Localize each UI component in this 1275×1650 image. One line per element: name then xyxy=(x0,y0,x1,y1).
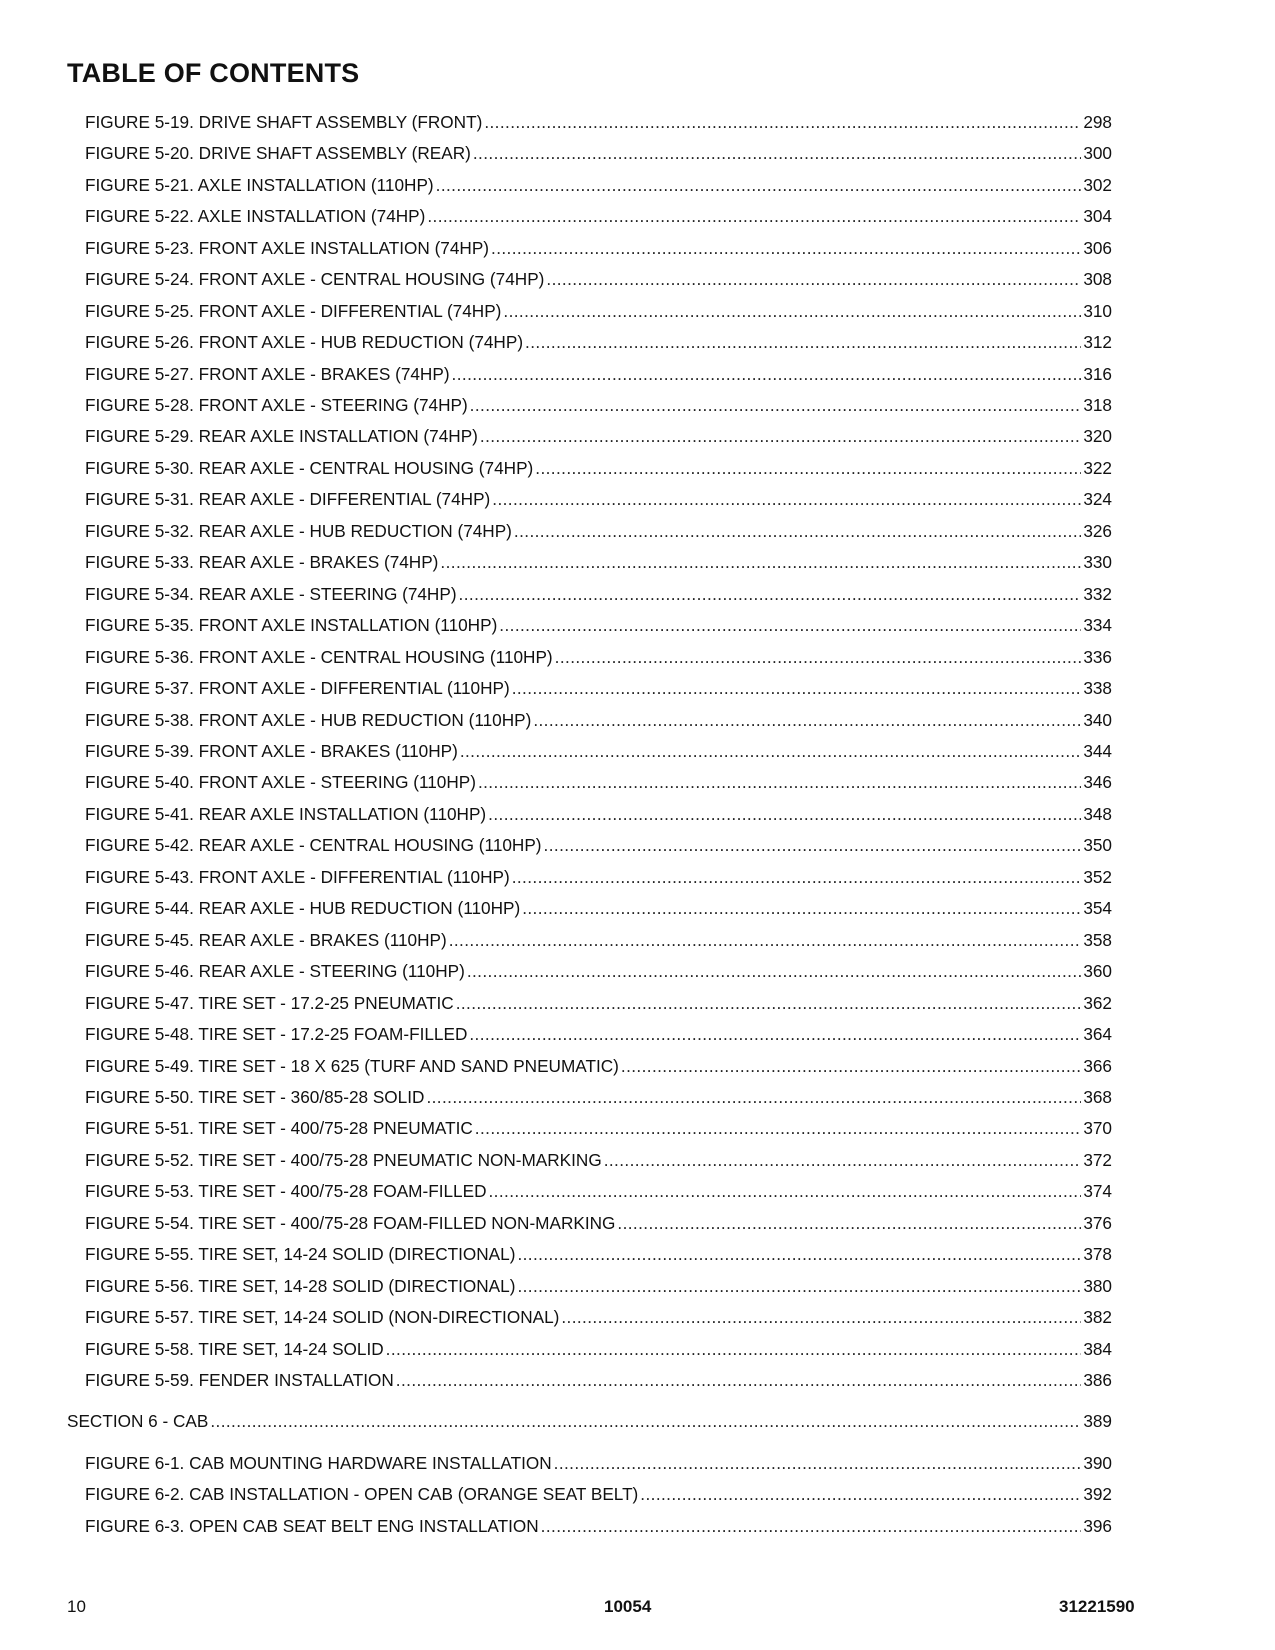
page-title: TABLE OF CONTENTS xyxy=(67,58,360,88)
toc-entry-label: FIGURE 5-34. REAR AXLE - STEERING (74HP) xyxy=(85,584,457,604)
toc-entry-page: 348 xyxy=(1083,804,1112,824)
toc-entry[interactable] xyxy=(85,1484,1112,1504)
toc-entry-label: FIGURE 5-56. TIRE SET, 14-28 SOLID (DIRECTIONAL) xyxy=(85,1276,516,1296)
dot-leader xyxy=(517,1276,1081,1296)
dot-leader xyxy=(426,1087,1081,1107)
toc-entry[interactable] xyxy=(85,710,1112,730)
toc-entry-label: FIGURE 5-25. FRONT AXLE - DIFFERENTIAL (74HP) xyxy=(85,301,502,321)
dot-leader xyxy=(210,1411,1081,1431)
toc-entry-page: 310 xyxy=(1083,301,1112,321)
dot-leader xyxy=(546,269,1081,289)
toc-entry-page: 354 xyxy=(1083,898,1112,918)
toc-entry-label: FIGURE 5-32. REAR AXLE - HUB REDUCTION (74HP) xyxy=(85,521,512,541)
toc-entry-page: 316 xyxy=(1083,364,1112,384)
toc-entry-label: FIGURE 5-39. FRONT AXLE - BRAKES (110HP) xyxy=(85,741,458,761)
toc-entry-page: 358 xyxy=(1083,930,1112,950)
toc-entry[interactable] xyxy=(85,1056,1112,1076)
toc-entry-label: FIGURE 5-55. TIRE SET, 14-24 SOLID (DIRECTIONAL) xyxy=(85,1244,516,1264)
toc-entry-page: 374 xyxy=(1083,1181,1112,1201)
toc-entry-page: 334 xyxy=(1083,615,1112,635)
toc-entry-page: 312 xyxy=(1083,332,1112,352)
toc-entry[interactable] xyxy=(85,269,1112,289)
dot-leader xyxy=(541,1516,1082,1536)
toc-entry-label: FIGURE 5-27. FRONT AXLE - BRAKES (74HP) xyxy=(85,364,450,384)
toc-entry-page: 324 xyxy=(1083,489,1112,509)
toc-entry[interactable] xyxy=(85,615,1112,635)
toc-entry[interactable] xyxy=(85,1181,1112,1201)
footer-doc-number: 31221590 xyxy=(1059,1597,1135,1616)
toc-entry-label: FIGURE 5-31. REAR AXLE - DIFFERENTIAL (74HP) xyxy=(85,489,491,509)
dot-leader xyxy=(503,301,1081,321)
toc-entry-page: 352 xyxy=(1083,867,1112,887)
dot-leader xyxy=(492,489,1081,509)
toc-entry[interactable] xyxy=(85,584,1112,604)
toc-entry-page: 336 xyxy=(1083,647,1112,667)
toc-entry-page: 372 xyxy=(1083,1150,1112,1170)
dot-leader xyxy=(473,143,1081,163)
dot-leader xyxy=(456,993,1082,1013)
toc-entry-page: 378 xyxy=(1083,1244,1112,1264)
toc-entry-page: 330 xyxy=(1083,552,1112,572)
toc-entry[interactable] xyxy=(85,1339,1112,1359)
toc-entry[interactable] xyxy=(85,867,1112,887)
toc-entry-page: 376 xyxy=(1083,1213,1112,1233)
toc-entry[interactable] xyxy=(85,1118,1112,1138)
toc-entry[interactable] xyxy=(85,898,1112,918)
dot-leader xyxy=(396,1370,1082,1390)
toc-entry-page: 386 xyxy=(1083,1370,1112,1390)
toc-entry[interactable] xyxy=(85,1370,1112,1390)
toc-entry[interactable] xyxy=(85,804,1112,824)
toc-entry[interactable] xyxy=(85,301,1112,321)
toc-entry-page: 382 xyxy=(1083,1307,1112,1327)
dot-leader xyxy=(478,772,1081,792)
footer-page-number: 10 xyxy=(67,1597,86,1616)
toc-entry-label: FIGURE 5-51. TIRE SET - 400/75-28 PNEUMATIC xyxy=(85,1118,473,1138)
toc-entry-label: FIGURE 5-38. FRONT AXLE - HUB REDUCTION (110HP) xyxy=(85,710,532,730)
toc-entry-label: FIGURE 5-23. FRONT AXLE INSTALLATION (74HP) xyxy=(85,238,490,258)
toc-entry[interactable] xyxy=(85,1213,1112,1233)
toc-entry-label: FIGURE 5-19. DRIVE SHAFT ASSEMBLY (FRONT) xyxy=(85,112,483,132)
toc-entry-page: 322 xyxy=(1083,458,1112,478)
toc-entry-label: FIGURE 5-29. REAR AXLE INSTALLATION (74HP) xyxy=(85,426,478,446)
toc-entry-label: FIGURE 5-59. FENDER INSTALLATION xyxy=(85,1370,394,1390)
toc-entry-label: SECTION 6 - CAB xyxy=(67,1411,209,1431)
dot-leader xyxy=(469,1024,1081,1044)
toc-entry-label: FIGURE 5-22. AXLE INSTALLATION (74HP) xyxy=(85,206,426,226)
dot-leader xyxy=(488,804,1081,824)
toc-entry-page: 346 xyxy=(1083,772,1112,792)
dot-leader xyxy=(604,1150,1082,1170)
dot-leader xyxy=(517,1244,1081,1264)
toc-entry-label: FIGURE 6-1. CAB MOUNTING HARDWARE INSTALLATION xyxy=(85,1453,552,1473)
toc-entry[interactable] xyxy=(85,489,1112,509)
toc-entry-page: 389 xyxy=(1083,1411,1112,1431)
toc-entry-page: 326 xyxy=(1083,521,1112,541)
toc-entry[interactable] xyxy=(85,647,1112,667)
dot-leader xyxy=(555,647,1082,667)
dot-leader xyxy=(452,364,1082,384)
dot-leader xyxy=(470,395,1082,415)
toc-entry-label: FIGURE 5-53. TIRE SET - 400/75-28 FOAM-FILLED xyxy=(85,1181,487,1201)
toc-entry-page: 340 xyxy=(1083,710,1112,730)
toc-entry-page: 338 xyxy=(1083,678,1112,698)
dot-leader xyxy=(489,1181,1082,1201)
toc-entry-label: FIGURE 5-40. FRONT AXLE - STEERING (110HP) xyxy=(85,772,476,792)
toc-entry-label: FIGURE 5-37. FRONT AXLE - DIFFERENTIAL (110HP) xyxy=(85,678,510,698)
toc-entry-label: FIGURE 6-3. OPEN CAB SEAT BELT ENG INSTALLATION xyxy=(85,1516,539,1536)
toc-entry-label: FIGURE 5-24. FRONT AXLE - CENTRAL HOUSING (74HP) xyxy=(85,269,545,289)
toc-entry-page: 302 xyxy=(1083,175,1112,195)
toc-entry[interactable] xyxy=(85,1024,1112,1044)
toc-entry[interactable] xyxy=(85,332,1112,352)
toc-entry[interactable] xyxy=(85,961,1112,981)
toc-entry[interactable] xyxy=(85,1516,1112,1536)
toc-entry-page: 396 xyxy=(1083,1516,1112,1536)
toc-entry-page: 304 xyxy=(1083,206,1112,226)
footer-center-code: 10054 xyxy=(604,1597,652,1616)
toc-entry-label: FIGURE 5-48. TIRE SET - 17.2-25 FOAM-FILLED xyxy=(85,1024,468,1044)
toc-entry[interactable] xyxy=(85,364,1112,384)
toc-entry-label: FIGURE 5-54. TIRE SET - 400/75-28 FOAM-FILLED NON-MARKING xyxy=(85,1213,616,1233)
dot-leader xyxy=(440,552,1081,572)
toc-entry[interactable] xyxy=(85,678,1112,698)
toc-entry-label: FIGURE 5-46. REAR AXLE - STEERING (110HP) xyxy=(85,961,465,981)
toc-entry-label: FIGURE 5-21. AXLE INSTALLATION (110HP) xyxy=(85,175,434,195)
toc-entry[interactable] xyxy=(85,112,1112,132)
toc-entry-page: 318 xyxy=(1083,395,1112,415)
toc-entry-label: FIGURE 5-43. FRONT AXLE - DIFFERENTIAL (110HP) xyxy=(85,867,510,887)
toc-entry[interactable] xyxy=(85,1244,1112,1264)
toc-entry-label: FIGURE 5-36. FRONT AXLE - CENTRAL HOUSING (110HP) xyxy=(85,647,553,667)
toc-entry-label: FIGURE 5-49. TIRE SET - 18 X 625 (TURF AND SAND PNEUMATIC) xyxy=(85,1056,619,1076)
toc-entry-page: 308 xyxy=(1083,269,1112,289)
toc-entry[interactable] xyxy=(85,426,1112,446)
toc-entry-page: 350 xyxy=(1083,835,1112,855)
toc-entry-page: 380 xyxy=(1083,1276,1112,1296)
toc-entry[interactable] xyxy=(85,772,1112,792)
toc-entry-label: FIGURE 5-57. TIRE SET, 14-24 SOLID (NON-DIRECTIONAL) xyxy=(85,1307,560,1327)
dot-leader xyxy=(514,521,1081,541)
dot-leader xyxy=(459,584,1082,604)
dot-leader xyxy=(499,615,1081,635)
toc-entry-label: FIGURE 5-20. DRIVE SHAFT ASSEMBLY (REAR) xyxy=(85,143,471,163)
toc-entry-label: FIGURE 5-47. TIRE SET - 17.2-25 PNEUMATIC xyxy=(85,993,454,1013)
toc-entry-page: 364 xyxy=(1083,1024,1112,1044)
toc-entry[interactable] xyxy=(85,1276,1112,1296)
toc-entry[interactable] xyxy=(85,741,1112,761)
toc-entry-page: 300 xyxy=(1083,143,1112,163)
toc-entry-label: FIGURE 5-35. FRONT AXLE INSTALLATION (110HP) xyxy=(85,615,498,635)
dot-leader xyxy=(427,206,1081,226)
toc-entry-label: FIGURE 5-30. REAR AXLE - CENTRAL HOUSING (74HP) xyxy=(85,458,534,478)
toc-entry[interactable] xyxy=(85,143,1112,163)
toc-entry-label: FIGURE 6-2. CAB INSTALLATION - OPEN CAB (ORANGE SEAT BELT) xyxy=(85,1484,639,1504)
dot-leader xyxy=(617,1213,1081,1233)
toc-entry-page: 384 xyxy=(1083,1339,1112,1359)
toc-entry[interactable] xyxy=(85,1150,1112,1170)
dot-leader xyxy=(533,710,1081,730)
dot-leader xyxy=(484,112,1081,132)
dot-leader xyxy=(449,930,1082,950)
dot-leader xyxy=(512,678,1082,698)
toc-entry-page: 362 xyxy=(1083,993,1112,1013)
toc-entry-page: 332 xyxy=(1083,584,1112,604)
dot-leader xyxy=(525,332,1081,352)
toc-entry[interactable] xyxy=(85,206,1112,226)
toc-entry-page: 360 xyxy=(1083,961,1112,981)
dot-leader xyxy=(522,898,1081,918)
dot-leader xyxy=(554,1453,1082,1473)
dot-leader xyxy=(467,961,1081,981)
dot-leader xyxy=(460,741,1081,761)
dot-leader xyxy=(512,867,1082,887)
toc-entry-page: 390 xyxy=(1083,1453,1112,1473)
toc-entry[interactable] xyxy=(85,395,1112,415)
toc-entry-label: FIGURE 5-45. REAR AXLE - BRAKES (110HP) xyxy=(85,930,447,950)
toc-entry-label: FIGURE 5-42. REAR AXLE - CENTRAL HOUSING (110HP) xyxy=(85,835,542,855)
toc-entry-label: FIGURE 5-50. TIRE SET - 360/85-28 SOLID xyxy=(85,1087,425,1107)
toc-entry[interactable] xyxy=(85,993,1112,1013)
toc-entry-page: 298 xyxy=(1083,112,1112,132)
dot-leader xyxy=(621,1056,1081,1076)
dot-leader xyxy=(535,458,1081,478)
toc-entry-page: 320 xyxy=(1083,426,1112,446)
toc-entry-page: 368 xyxy=(1083,1087,1112,1107)
toc-section-entry[interactable] xyxy=(67,1411,1112,1431)
toc-entry-label: FIGURE 5-52. TIRE SET - 400/75-28 PNEUMATIC NON-MARKING xyxy=(85,1150,602,1170)
toc-entry-label: FIGURE 5-44. REAR AXLE - HUB REDUCTION (110HP) xyxy=(85,898,521,918)
dot-leader xyxy=(475,1118,1082,1138)
toc-entry-label: FIGURE 5-26. FRONT AXLE - HUB REDUCTION (74HP) xyxy=(85,332,524,352)
dot-leader xyxy=(561,1307,1081,1327)
dot-leader xyxy=(491,238,1081,258)
toc-entry[interactable] xyxy=(85,175,1112,195)
toc-entry[interactable] xyxy=(85,930,1112,950)
toc-entry[interactable] xyxy=(85,835,1112,855)
dot-leader xyxy=(480,426,1081,446)
toc-entry-page: 392 xyxy=(1083,1484,1112,1504)
toc-entry-label: FIGURE 5-41. REAR AXLE INSTALLATION (110HP) xyxy=(85,804,487,824)
dot-leader xyxy=(436,175,1082,195)
toc-entry[interactable] xyxy=(85,521,1112,541)
toc-entry-label: FIGURE 5-33. REAR AXLE - BRAKES (74HP) xyxy=(85,552,439,572)
toc-entry[interactable] xyxy=(85,1087,1112,1107)
toc-entry-page: 306 xyxy=(1083,238,1112,258)
dot-leader xyxy=(640,1484,1081,1504)
dot-leader xyxy=(386,1339,1082,1359)
toc-entry-label: FIGURE 5-58. TIRE SET, 14-24 SOLID xyxy=(85,1339,384,1359)
toc-entry-page: 344 xyxy=(1083,741,1112,761)
toc-entry-page: 366 xyxy=(1083,1056,1112,1076)
toc-entry-page: 370 xyxy=(1083,1118,1112,1138)
toc-entry-label: FIGURE 5-28. FRONT AXLE - STEERING (74HP) xyxy=(85,395,468,415)
toc-entry[interactable] xyxy=(85,238,1112,258)
dot-leader xyxy=(544,835,1082,855)
toc-entry[interactable] xyxy=(85,1307,1112,1327)
toc-entry[interactable] xyxy=(85,552,1112,572)
toc-entry[interactable] xyxy=(85,458,1112,478)
toc-entry[interactable] xyxy=(85,1453,1112,1473)
